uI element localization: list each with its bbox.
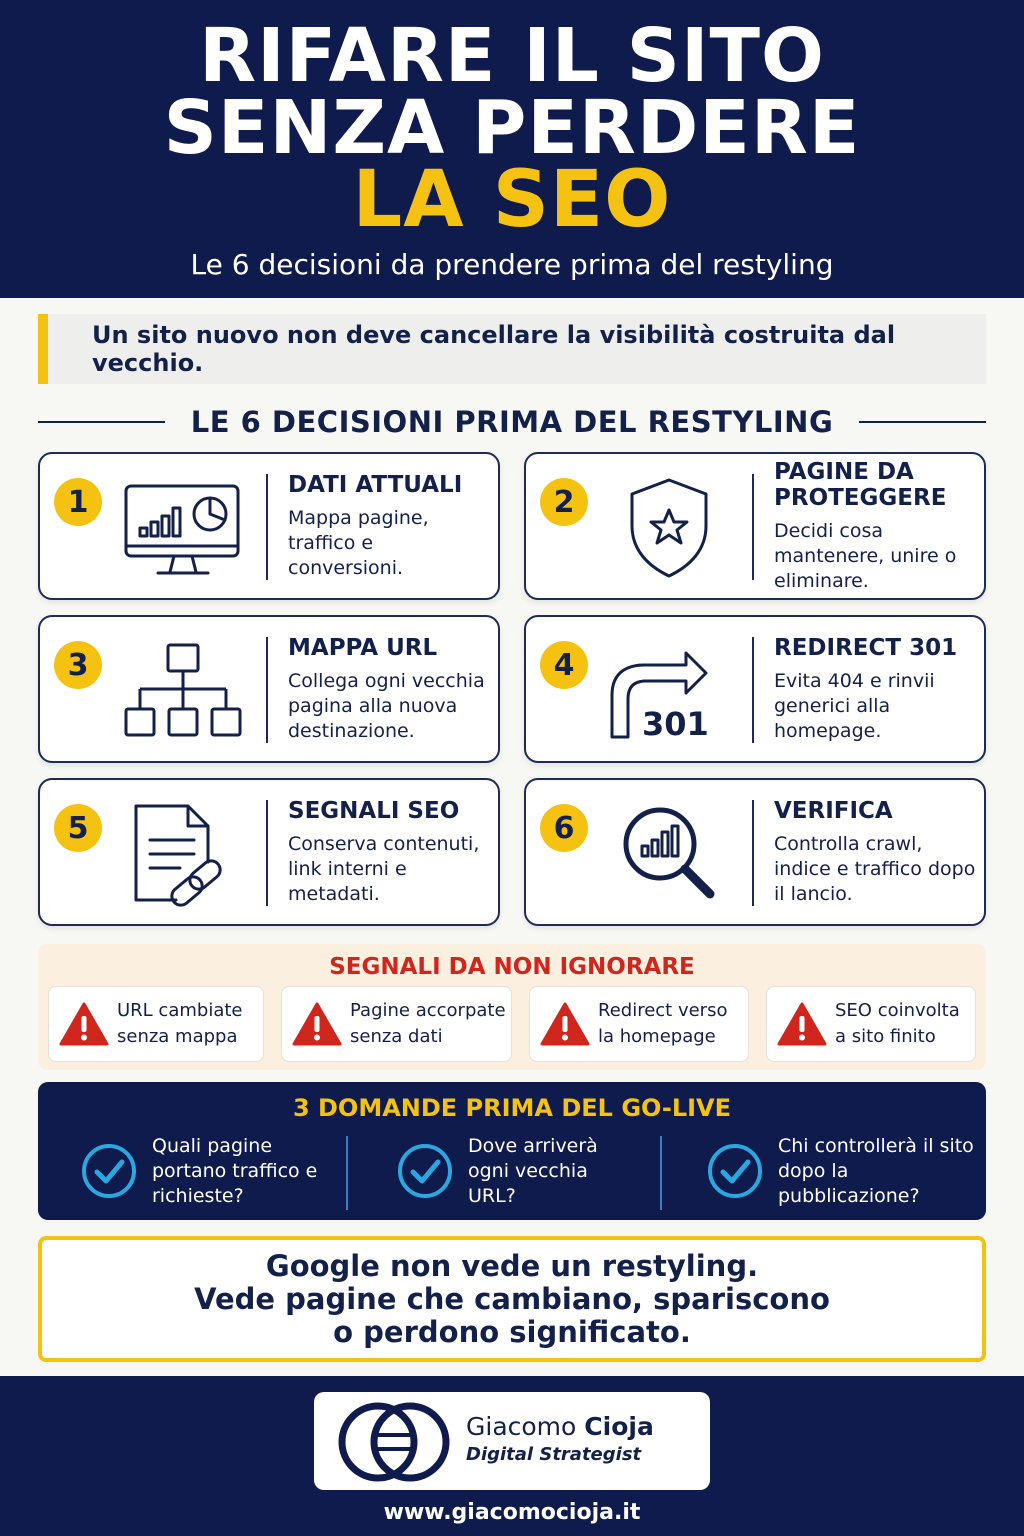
closing-line-2: Vede pagine che cambiano, spariscono — [194, 1281, 830, 1316]
warning-text: Redirect verso la homepage — [598, 1000, 728, 1047]
warning-triangle-icon — [540, 1001, 590, 1047]
card-title: DATI ATTUALI — [288, 471, 463, 498]
warning-triangle-icon — [59, 1001, 109, 1047]
warnings-title: SEGNALI DA NON IGNORARE — [329, 954, 695, 980]
warning-text: URL cambiate senza mappa — [117, 1000, 243, 1047]
number-badge: 3 — [54, 641, 102, 689]
title-line-2: SENZA PERDERE — [163, 85, 861, 171]
section-title: LE 6 DECISIONI PRIMA DEL RESTYLING — [190, 405, 834, 439]
number-badge: 6 — [540, 804, 588, 852]
card-title: VERIFICA — [774, 797, 893, 824]
check-circle-icon — [80, 1142, 138, 1200]
warning-item — [48, 986, 264, 1062]
warning-triangle-icon — [292, 1001, 342, 1047]
question-text: Quali pagine portano traffico e richieste? — [152, 1134, 318, 1207]
section-heading — [38, 400, 986, 444]
card-description: Mappa pagine, traffico e conversioni. — [288, 506, 429, 579]
question-text: Dove arriverà ogni vecchia URL? — [468, 1134, 598, 1207]
logo-name — [466, 1412, 654, 1441]
card-title: SEGNALI SEO — [288, 797, 460, 824]
card-description: Collega ogni vecchia pagina alla nuova destinazione. — [288, 669, 485, 742]
warning-triangle-icon — [777, 1001, 827, 1047]
header — [0, 0, 1024, 298]
divider-right — [859, 421, 986, 423]
check-circle-icon — [706, 1142, 764, 1200]
card-title: REDIRECT 301 — [774, 634, 958, 661]
number-badge: 4 — [540, 641, 588, 689]
card-divider — [752, 800, 754, 906]
footer — [0, 1376, 1024, 1536]
card-description: Conserva contenuti, link interni e metadati. — [288, 832, 480, 905]
number-badge: 5 — [54, 804, 102, 852]
card-divider — [266, 637, 268, 743]
card-description: Controlla crawl, indice e traffico dopo il lancio. — [774, 832, 976, 905]
logo-last-name: Cioja — [584, 1412, 654, 1441]
card-divider — [752, 474, 754, 580]
logo-mark-icon — [332, 1398, 454, 1486]
subtitle: Le 6 decisioni da prendere prima del restyling — [190, 248, 834, 281]
warning-item — [766, 986, 976, 1062]
question-item — [396, 1132, 636, 1210]
card-title: MAPPA URL — [288, 634, 438, 661]
closing-line-1: Google non vede un restyling. — [265, 1248, 759, 1283]
intro-quote — [38, 314, 986, 384]
decision-card-3 — [38, 615, 500, 763]
number-badge: 2 — [540, 478, 588, 526]
analytics-monitor-icon — [118, 474, 248, 582]
card-divider — [266, 800, 268, 906]
card-title: PAGINE DA PROTEGGERE — [774, 458, 947, 511]
intro-quote-text: Un sito nuovo non deve cancellare la visibilità costruita dal vecchio. — [92, 321, 896, 377]
warning-item — [529, 986, 749, 1062]
card-description: Evita 404 e rinvii generici alla homepage. — [774, 669, 935, 742]
card-divider — [266, 474, 268, 580]
decision-card-5 — [38, 778, 500, 926]
decision-card-1 — [38, 452, 500, 600]
divider-left — [38, 421, 165, 423]
question-item — [80, 1132, 320, 1210]
number-badge: 1 — [54, 478, 102, 526]
warning-text: SEO coinvolta a sito finito — [835, 1000, 960, 1047]
decision-card-4 — [524, 615, 986, 763]
questions-title: 3 DOMANDE PRIMA DEL GO-LIVE — [292, 1094, 732, 1122]
website-url[interactable]: www.giacomocioja.it — [383, 1500, 641, 1525]
redirect-code-label: 301 — [642, 705, 709, 743]
check-circle-icon — [396, 1142, 454, 1200]
question-divider — [346, 1136, 348, 1210]
closing-statement — [38, 1236, 986, 1362]
warning-text: Pagine accorpate senza dati — [350, 1000, 506, 1047]
sitemap-icon — [118, 637, 248, 745]
shield-star-icon — [604, 474, 734, 582]
document-link-icon — [118, 800, 248, 908]
warnings-panel — [38, 944, 986, 1070]
question-item — [706, 1132, 976, 1210]
brand-logo — [314, 1392, 710, 1490]
logo-first-name: Giacomo — [466, 1412, 577, 1441]
card-divider — [752, 637, 754, 743]
card-description: Decidi cosa mantenere, unire o eliminare. — [774, 519, 957, 592]
warning-item — [281, 986, 512, 1062]
decision-card-6 — [524, 778, 986, 926]
redirect-arrow-icon — [604, 637, 734, 745]
question-text: Chi controllerà il sito dopo la pubblicazione? — [778, 1134, 974, 1207]
title-line-1: RIFARE IL SITO — [199, 13, 825, 99]
title-line-3: LA SEO — [352, 155, 672, 245]
decision-card-2 — [524, 452, 986, 600]
closing-line-3: o perdono significato. — [333, 1314, 691, 1349]
question-divider — [660, 1136, 662, 1210]
questions-panel — [38, 1082, 986, 1220]
logo-role: Digital Strategist — [466, 1444, 642, 1465]
magnifier-chart-icon — [604, 800, 734, 908]
